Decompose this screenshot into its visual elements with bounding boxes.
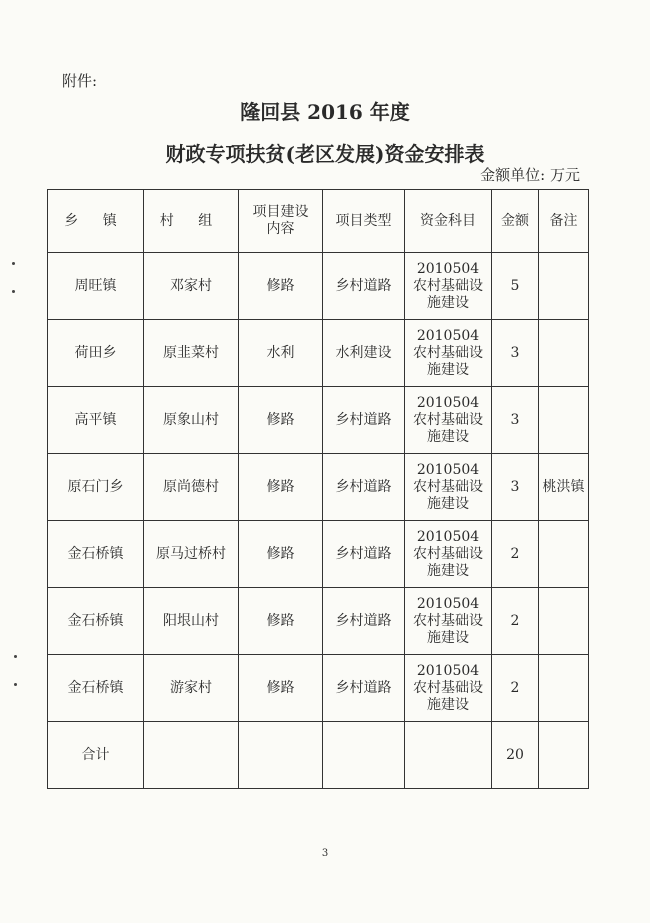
cell-note bbox=[539, 253, 589, 320]
unit-label: 金额单位: 万元 bbox=[480, 166, 580, 184]
table-row bbox=[48, 320, 589, 387]
table-row bbox=[48, 588, 589, 655]
cell-town: 金石桥镇 bbox=[48, 655, 144, 722]
cell-note bbox=[539, 655, 589, 722]
cell-note bbox=[539, 521, 589, 588]
cell-content: 修路 bbox=[239, 588, 323, 655]
total-row bbox=[48, 722, 589, 789]
cell-town: 高平镇 bbox=[48, 387, 144, 454]
cell-type: 乡村道路 bbox=[323, 253, 405, 320]
table-row bbox=[48, 253, 589, 320]
cell-type: 乡村道路 bbox=[323, 454, 405, 521]
cell-amount: 5 bbox=[492, 253, 539, 320]
cell-type: 水利建设 bbox=[323, 320, 405, 387]
cell-note: 桃洪镇 bbox=[539, 454, 589, 521]
table-row bbox=[48, 521, 589, 588]
header-type: 项目类型 bbox=[323, 190, 405, 253]
cell-town: 荷田乡 bbox=[48, 320, 144, 387]
header-subject: 资金科目 bbox=[405, 190, 492, 253]
scan-mark bbox=[14, 655, 17, 658]
cell-village: 阳垠山村 bbox=[144, 588, 239, 655]
cell-amount: 2 bbox=[492, 588, 539, 655]
cell-subject: 2010504 农村基础设施建设 bbox=[405, 387, 492, 454]
cell-village: 原象山村 bbox=[144, 387, 239, 454]
scan-mark bbox=[12, 290, 15, 293]
cell-town: 金石桥镇 bbox=[48, 588, 144, 655]
document-title: 隆回县 2016 年度 bbox=[240, 100, 410, 124]
cell-type: 乡村道路 bbox=[323, 387, 405, 454]
cell-subject: 2010504 农村基础设施建设 bbox=[405, 521, 492, 588]
cell-village: 原尚德村 bbox=[144, 454, 239, 521]
header-content: 项目建设内容 bbox=[239, 190, 323, 253]
table-row bbox=[48, 655, 589, 722]
cell-amount: 2 bbox=[492, 655, 539, 722]
scan-mark bbox=[14, 683, 17, 686]
cell-type: 乡村道路 bbox=[323, 655, 405, 722]
table-row bbox=[48, 454, 589, 521]
cell-town: 原石门乡 bbox=[48, 454, 144, 521]
header-village: 村 组 bbox=[144, 190, 239, 253]
header-note: 备注 bbox=[539, 190, 589, 253]
cell-subject: 2010504 农村基础设施建设 bbox=[405, 655, 492, 722]
cell-note bbox=[539, 387, 589, 454]
cell-content: 修路 bbox=[239, 387, 323, 454]
cell-note bbox=[539, 588, 589, 655]
page-number: 3 bbox=[321, 848, 329, 859]
attachment-label: 附件: bbox=[62, 72, 98, 90]
cell-content: 修路 bbox=[239, 454, 323, 521]
header-town: 乡 镇 bbox=[48, 190, 144, 253]
cell-village: 原马过桥村 bbox=[144, 521, 239, 588]
cell-town: 周旺镇 bbox=[48, 253, 144, 320]
cell-village: 邓家村 bbox=[144, 253, 239, 320]
cell-subject: 2010504 农村基础设施建设 bbox=[405, 454, 492, 521]
cell-amount: 3 bbox=[492, 387, 539, 454]
cell-subject: 2010504 农村基础设施建设 bbox=[405, 253, 492, 320]
cell-type: 乡村道路 bbox=[323, 588, 405, 655]
cell-content: 修路 bbox=[239, 253, 323, 320]
cell-content: 修路 bbox=[239, 521, 323, 588]
cell-content: 修路 bbox=[239, 655, 323, 722]
funding-table bbox=[47, 189, 589, 789]
total-label: 合计 bbox=[48, 722, 144, 789]
cell-amount: 2 bbox=[492, 521, 539, 588]
cell-content: 水利 bbox=[239, 320, 323, 387]
cell-village: 原韭菜村 bbox=[144, 320, 239, 387]
cell-subject: 2010504 农村基础设施建设 bbox=[405, 588, 492, 655]
cell-subject: 2010504 农村基础设施建设 bbox=[405, 320, 492, 387]
cell-town: 金石桥镇 bbox=[48, 521, 144, 588]
table-header-row bbox=[48, 190, 589, 253]
table-row bbox=[48, 387, 589, 454]
cell-amount: 3 bbox=[492, 320, 539, 387]
total-amount: 20 bbox=[492, 722, 539, 789]
scan-mark bbox=[12, 262, 15, 265]
document-subtitle: 财政专项扶贫(老区发展)资金安排表 bbox=[165, 142, 485, 166]
header-amount: 金额 bbox=[492, 190, 539, 253]
cell-village: 游家村 bbox=[144, 655, 239, 722]
cell-amount: 3 bbox=[492, 454, 539, 521]
cell-type: 乡村道路 bbox=[323, 521, 405, 588]
cell-note bbox=[539, 320, 589, 387]
